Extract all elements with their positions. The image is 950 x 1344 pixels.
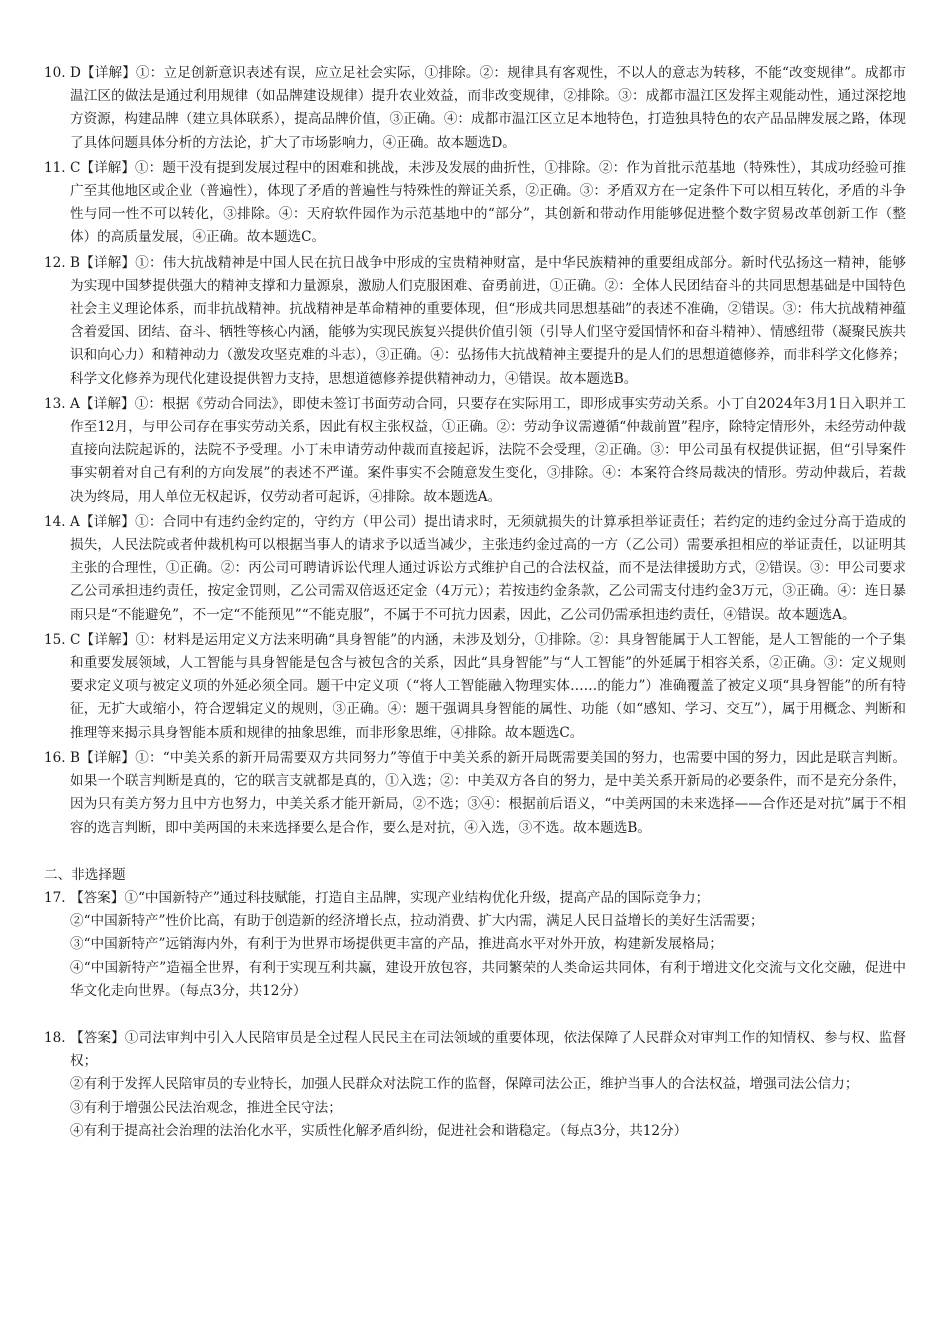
question-number: 13. [44, 395, 66, 412]
answer-item-14 [44, 511, 906, 627]
answer-item-15 [44, 629, 906, 745]
answer-point: 【答案】①“中国新特产”通过科技赋能，打造自主品牌，实现产业结构优化升级，提高产品的国际竞争力； [70, 889, 710, 906]
answer-explanation: B【详解】①：“中美关系的新开局需要双方共同努力”等值于中美关系的新开局既需要美国的努力，也需要中国的努力，因此是联言判断。如果一个联言判断是真的，它的联言支就都是真的，①入选；②：中美双方各自的努力，是中美关系开新局的必要条件，而不是充分条件，因为只有美方努力且中方也努力，中美关系才能开新局，②不选；③④：根据前后语义，“中美两国的未来选择——合作还是对抗”属于不相容的选言判断，即中美两国的未来选择要么是合作，要么是对抗，④入选，③不选。故本题选B。 [70, 749, 906, 836]
answer-point: 【答案】①司法审判中引入人民陪审员是全过程人民民主在司法领域的重要体现，依法保障了人民群众对审判工作的知情权、参与权、监督权； [70, 1029, 906, 1070]
answer-point: ④有利于提高社会治理的法治化水平，实质性化解矛盾纠纷，促进社会和谐稳定。（每点3分，共12分） [70, 1122, 688, 1139]
question-number: 10. [44, 65, 66, 81]
answer-item-11 [44, 157, 906, 250]
answer-item-12 [44, 252, 906, 391]
answer-item-17 [44, 887, 906, 1003]
answer-item-18 [44, 1027, 906, 1143]
answer-explanation: C【详解】①：材料是运用定义方法来明确“具身智能”的内涵，未涉及划分，①排除。②：具身智能属于人工智能，是人工智能的一个子集和重要发展领域，人工智能与具身智能是包含与被包含的关系，因此“具身智能”与“人工智能”的外延属于相容关系，②正确。③：定义规则要求定义项与被定义项的外延必须全同。题干中定义项（“将人工智能融入物理实体……的能力”）准确覆盖了被定义项“具身智能”的所有特征，无扩大或缩小，符合逻辑定义的规则，③正确。④：题干强调具身智能的属性、功能（如“感知、学习、交互”），属于用概念、判断和推理等来揭示具身智能本质和规律的抽象思维，而非形象思维，④排除。故本题选C。 [70, 631, 906, 741]
question-number: 16. [44, 749, 66, 766]
question-number: 11. [44, 159, 66, 176]
question-number: 15. [44, 631, 66, 648]
question-number: 14. [44, 513, 66, 530]
answer-item-16 [44, 747, 906, 840]
answer-item-13 [44, 393, 906, 509]
question-number: 17. [44, 889, 66, 906]
question-number: 12. [44, 254, 66, 271]
answer-explanation: D【详解】①：立足创新意识表述有误，应立足社会实际，①排除。②：规律具有客观性，不以人的意志为转移，不能“改变规律”。成都市温江区的做法是通过利用规律（如品牌建设规律）提升农业效益，而非改变规律，②排除。③：成都市温江区发挥主观能动性，通过深挖地方资源，构建品牌（建立具体联系），提高品牌价值，③正确。④：成都市温江区立足本地特色，打造独具特色的农产品品牌发展之路，体现了具体问题具体分析的方法论，扩大了市场影响力，④正确。故本题选D。 [70, 65, 907, 151]
answer-explanation: B【详解】①：伟大抗战精神是中国人民在抗日战争中形成的宝贵精神财富，是中华民族精神的重要组成部分。新时代弘扬这一精神，能够为实现中国梦提供强大的精神支撑和力量源泉，激励人们克服困难、奋勇前进，①正确。②：全体人民团结奋斗的共同思想基础是中国特色社会主义理论体系，而非抗战精神。抗战精神是革命精神的重要体现，但“形成共同思想基础”的表述不准确，②错误。③：伟大抗战精神蕴含着爱国、团结、奋斗、牺牲等核心内涵，能够为实现民族复兴提供价值引领（引导人们坚守爱国情怀和奋斗精神）、情感纽带（凝聚民族共识和向心力）和精神动力（激发攻坚克难的斗志），③正确。④：弘扬伟大抗战精神主要提升的是人们的思想道德修养，而非科学文化修养；科学文化修养为现代化建设提供智力支持，思想道德修养提供精神动力，④错误。故本题选B。 [70, 254, 907, 387]
answer-point: ③“中国新特产”远销海内外，有利于为世界市场提供更丰富的产品，推进高水平对外开放，构建新发展格局； [70, 936, 723, 953]
question-number: 18. [44, 1029, 66, 1046]
answer-point: ②有利于发挥人民陪审员的专业特长，加强人民群众对法院工作的监督，保障司法公正，维护当事人的合法权益，增强司法公信力； [70, 1076, 859, 1093]
answer-point: ③有利于增强公民法治观念，推进全民守法； [70, 1099, 342, 1116]
answer-explanation: A【详解】①：根据《劳动合同法》，即使未签订书面劳动合同，只要存在实际用工，即形成事实劳动关系。小丁自2024年3月1日入职并工作至12月，与甲公司存在事实劳动关系，因此有权主张权益，①正确。②：劳动争议需遵循“仲裁前置”程序，除特定情形外，未经劳动仲裁直接向法院起诉的，法院不予受理。小丁未申请劳动仲裁而直接起诉，法院不会受理，②正确。③：甲公司虽有权提供证据，但“引导案件事实朝着对自己有利的方向发展”的表述不严谨。案件事实不会随意发生变化，③排除。④：本案符合终局裁决的情形。劳动仲裁后，若裁决为终局，用人单位无权起诉，仅劳动者可起诉，④排除。故本题选A。 [70, 395, 906, 505]
answer-item-10 [44, 62, 906, 155]
answer-point: ②“中国新特产”性价比高，有助于创造新的经济增长点，拉动消费、扩大内需，满足人民日益增长的美好生活需要； [70, 913, 764, 930]
section-title: 二、非选择题 [44, 866, 126, 883]
answer-explanation: C【详解】①：题干没有提到发展过程中的困难和挑战，未涉及发展的曲折性，①排除。②：作为首批示范基地（特殊性），其成功经验可推广至其他地区或企业（普遍性），体现了矛盾的普遍性与特殊性的辩证关系，②正确。③：矛盾双方在一定条件下可以相互转化，矛盾的斗争性与同一性不可以转化，③排除。④：天府软件园作为示范基地中的“部分”，其创新和带动作用能够促进整个数字贸易改革创新工作（整体）的高质量发展，④正确。故本题选C。 [70, 159, 907, 246]
answer-point: ④“中国新特产”造福全世界，有利于实现互利共赢，建设开放包容，共同繁荣的人类命运共同体，有利于增进文化交流与文化交融，促进中华文化走向世界。（每点3分，共12分） [70, 959, 906, 999]
answer-explanation: A【详解】①：合同中有违约金约定的，守约方（甲公司）提出请求时，无须就损失的计算承担举证责任；若约定的违约金过分高于造成的损失，人民法院或者仲裁机构可以根据当事人的请求予以适当减少，主张违约金过高的一方（乙公司）需要承担相应的举证责任，以证明其主张的合理性，①正确。②：丙公司可聘请诉讼代理人通过诉讼方式维护自己的合法权益，而不是法律援助方式，②错误。③：甲公司要求乙公司承担违约责任，按定金罚则，乙公司需双倍返还定金（4万元）；若按违约金条款，乙公司需支付违约金3万元，③正确。④：连日暴雨只是“不能避免”，不一定“不能预见”“不能克服”，不属于不可抗力因素，因此，乙公司仍需承担违约责任，④错误。故本题选A。 [70, 513, 906, 623]
